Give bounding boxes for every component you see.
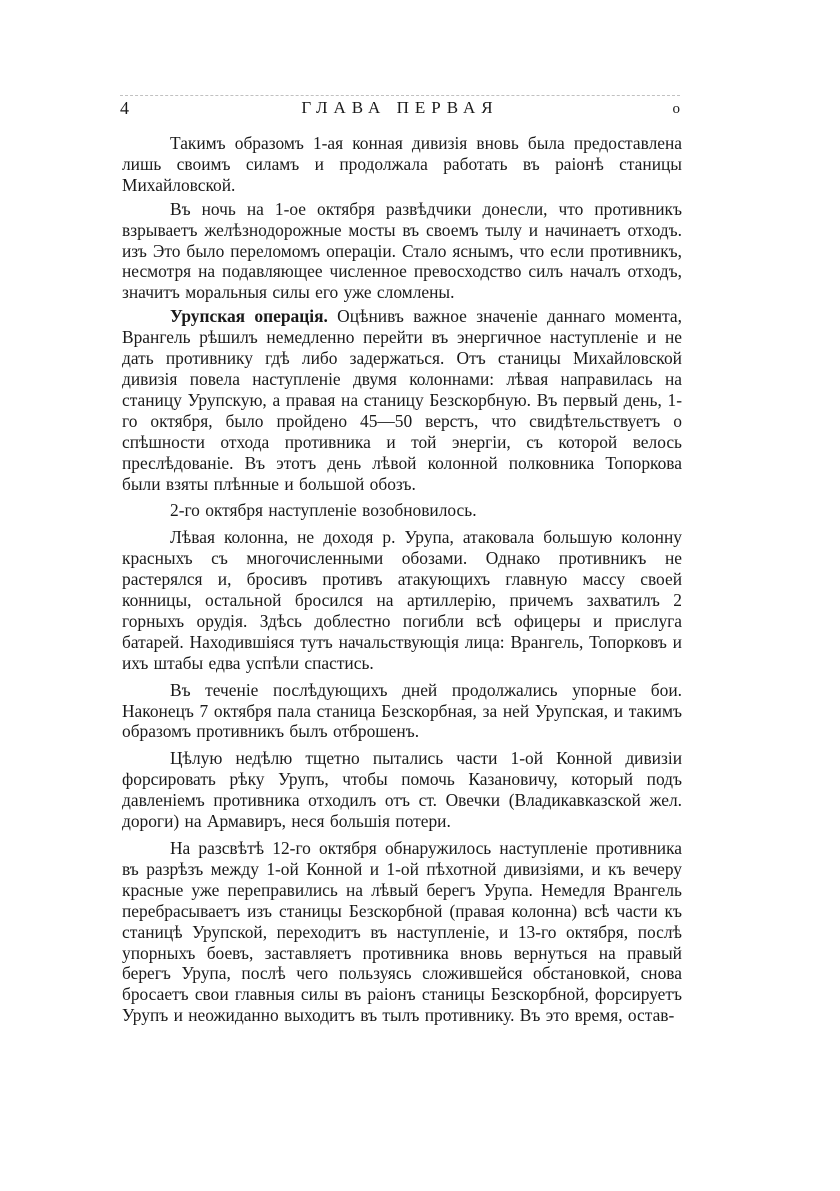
paragraph-6: [122, 680, 682, 743]
running-title: ГЛАВА ПЕРВАЯ: [301, 98, 499, 117]
paragraph-text: Цѣлую недѣлю тщетно пытались части 1-ой Конной дивизіи форсировать рѣку Урупъ, чтобы помочь Казановичу, который подъ давленіемъ противника отходилъ отъ ст. Овечки (Владикавказской жел. дороги) на Армавиръ, неся большія потери.: [122, 748, 682, 832]
paragraph-8: [122, 838, 682, 1026]
page-header: [120, 98, 680, 122]
paragraph-text: На разсвѣтѣ 12-го октября обнаружилось наступленіе противника въ разрѣзъ между 1-ой Конной и 1-ой пѣхотной дивизіями, и къ вечеру красные уже переправились на лѣвый берегъ Урупа. Немедля Врангель перебрасываетъ изъ станицы Безскорбной (правая колонна) всѣ части къ станицѣ Урупской, переходитъ въ наступленіе, и 13-го октября, послѣ упорныхъ боевъ, заставляетъ противника вновь вернуться на правый берегъ Урупа, послѣ чего пользуясь сложившейся обстановкой, снова бросаетъ свои главныя силы въ раіонъ станицы Безскорбной, форсируетъ Урупъ и неожиданно выходитъ въ тылъ противнику. Въ это время, остав-: [122, 838, 682, 1026]
paragraph-text: 2-го октября наступленіе возобновилось.: [170, 500, 477, 521]
page-number: 4: [120, 98, 129, 118]
paragraph-3: [122, 306, 682, 494]
paragraph-text: Оцѣнивъ важное значеніе даннаго момента, Врангель рѣшилъ немедленно перейти въ энергичное наступленіе и не дать противнику гдѣ либо задержаться. Отъ станицы Михайловской дивизія повела наступленіе двумя колоннами: лѣвая направилась на станицу Урупскую, а правая на станицу Безскорбную. Въ первый день, 1-го октября, было пройдено 45—50 верстъ, что свидѣтельствуетъ о спѣшности отхода противника и той энергіи, съ которой велось преслѣдованіе. Въ этотъ день лѣвой колонной полковника Топоркова были взяты плѣнные и большой обозъ.: [122, 306, 682, 494]
page-body: [122, 133, 682, 1026]
paragraph-7: [122, 748, 682, 832]
paragraph-text: Такимъ образомъ 1-ая конная дивизія вновь была предоставлена лишь своимъ силамъ и продолжала работать въ раіонѣ станицы Михайловской.: [122, 133, 682, 195]
section-heading: Урупская операція.: [170, 306, 328, 327]
paragraph-text: Въ теченіе послѣдующихъ дней продолжались упорные бои. Наконецъ 7 октября пала станица Безскорбная, за ней Урупская, и такимъ образомъ противникъ былъ отброшенъ.: [122, 679, 682, 742]
paragraph-4: [122, 500, 682, 521]
paragraph-2: [122, 199, 682, 304]
paragraph-text: Лѣвая колонна, не доходя р. Урупа, атаковала большую колонну красныхъ съ многочисленными обозами. Однако противникъ не растерялся и, бросивъ противъ атакующихъ главную массу своей конницы, остальной бросился на артиллерію, причемъ захватилъ 2 горныхъ орудія. Здѣсь доблестно погибли всѣ офицеры и прислуга батарей. Находившіяся тутъ начальствующія лица: Врангель, Топорковъ и ихъ штабы едва успѣли спастись.: [122, 527, 682, 673]
corner-mark: о: [672, 101, 680, 117]
paragraph-text: Въ ночь на 1-ое октября развѣдчики донесли, что противникъ взрываетъ желѣзнодорожные мосты въ своемъ тылу и начинаетъ отходъ. изъ Это было переломомъ операціи. Стало яснымъ, что если противникъ, несмотря на подавляющее численное превосходство силъ началъ отходъ, значитъ моральныя силы его уже сломлены.: [122, 198, 682, 303]
paragraph-1: [122, 133, 682, 196]
paragraph-5: [122, 527, 682, 673]
header-rule: [120, 95, 680, 96]
